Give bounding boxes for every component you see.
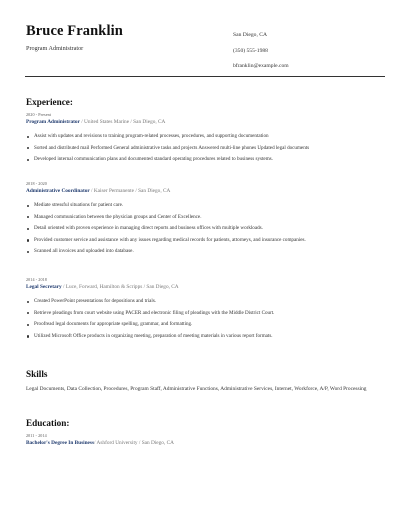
job-bullet: Retrieve pleadings from court website using PACER and electronic filing of pleadings with the Middle District Court. [26, 308, 376, 320]
job-dates: 2014 - 2018 [26, 277, 47, 282]
job-dates: 2018 - 2020 [26, 181, 47, 186]
job-bullet: Proofread legal documents for appropriate spelling, grammar, and formatting. [26, 319, 376, 331]
education-heading-line [26, 440, 376, 446]
candidate-role: Program Administrator [26, 45, 84, 52]
job-bullet-list [26, 131, 376, 166]
job-bullet: Managed communication between the physician groups and Center of Excellence. [26, 212, 376, 224]
education-heading: Education: [26, 418, 70, 428]
job-bullet: Scanned all invoices and uploaded into database. [26, 246, 376, 258]
skills-heading: Skills [26, 369, 48, 379]
education-entry [26, 433, 376, 446]
contact-block [233, 28, 289, 75]
job-title: Legal Secretary [26, 284, 62, 290]
job-heading [26, 284, 376, 290]
resume-header [26, 23, 386, 69]
education-school: / Ashford University / San Diego, CA [94, 440, 174, 446]
job-employer: / Luce, Forward, Hamilton & Scripps / San Diego, CA [61, 284, 179, 290]
job-bullet: Detail oriented with proven experience in managing direct reports and business offices with multiple workloads. [26, 223, 376, 235]
job-bullet: Utilized Microsoft Office products in organizing meeting, preparation of meeting materials in various report formats. [26, 331, 376, 343]
education-degree: Bachelor's Degree In Business [26, 440, 95, 446]
job-bullet: Sorted and distributed mail Performed General administrative tasks and projects Answered multi-line phones Updated legal documents [26, 143, 376, 155]
candidate-name: Bruce Franklin [26, 23, 123, 39]
job-heading [26, 119, 376, 125]
contact-phone: (350) 555-1988 [233, 47, 268, 54]
contact-email: bfranklin@example.com [233, 63, 289, 69]
job-bullet: Created PowerPoint presentations for depositions and trials. [26, 296, 376, 308]
job-employer: / United States Marine / San Diego, CA [79, 119, 166, 125]
job-bullet: Developed internal communication plans and documented standard operating procedures related to business systems. [26, 154, 376, 166]
job-entry [26, 277, 376, 342]
job-dates: 2020 - Present [26, 112, 52, 117]
job-bullet-list [26, 200, 376, 258]
job-bullet-list [26, 296, 376, 342]
job-bullet: Provided customer service and assistance with any issues regarding medical records for patients, attorneys, and insurance companies. [26, 235, 376, 247]
job-bullet: Assist with updates and revisions to training program-related processes, procedures, and supporting documentation [26, 131, 376, 143]
header-divider [25, 76, 385, 77]
job-title: Administrative Coordinator [26, 188, 90, 194]
job-bullet: Mediate stressful situations for patient care. [26, 200, 376, 212]
job-title: Program Administrator [26, 119, 80, 125]
job-entry [26, 181, 376, 258]
job-employer: / Kaiser Permanente / San Diego, CA [89, 188, 171, 194]
skills-list: Legal Documents, Data Collection, Procedures, Program Staff, Administrative Functions, Administrative Services, Internet, Workforce, A/P, Word Processing [26, 386, 367, 392]
education-dates: 2011 - 2014 [26, 433, 47, 438]
experience-heading: Experience: [26, 97, 73, 107]
job-entry [26, 112, 376, 166]
contact-location: San Diego, CA [233, 32, 268, 38]
job-heading [26, 188, 376, 194]
